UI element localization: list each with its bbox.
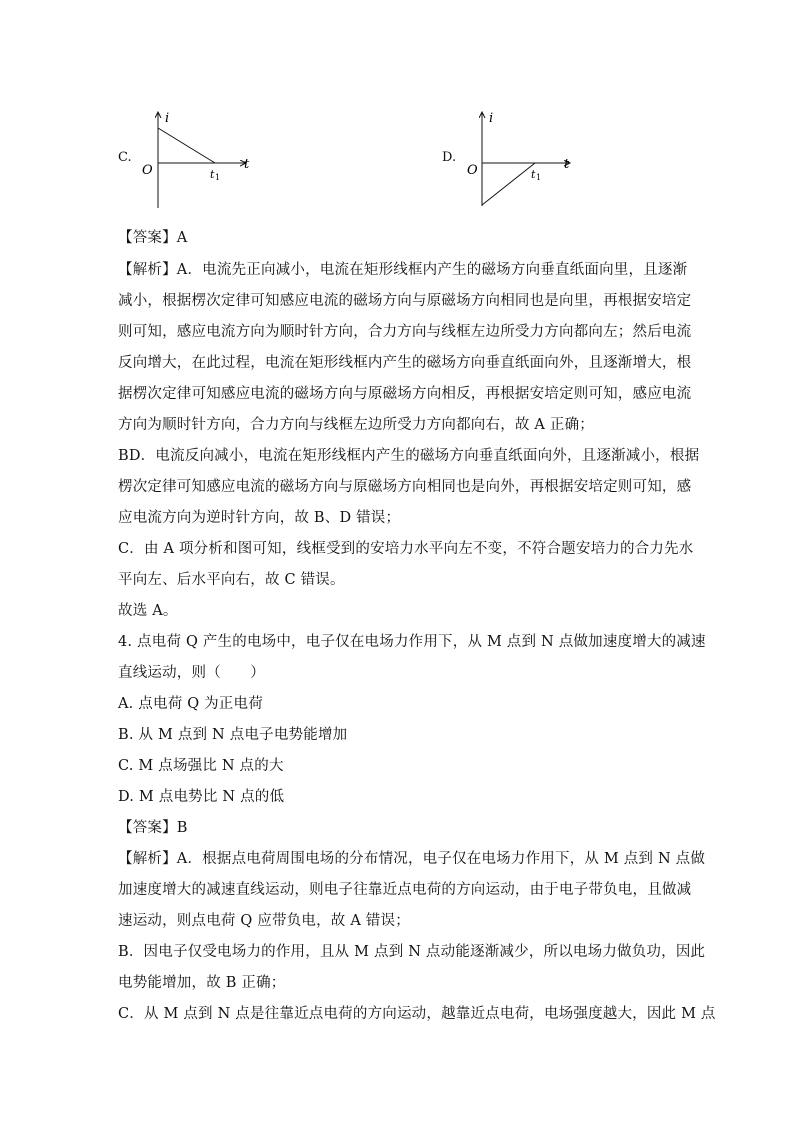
analysis-3-line-8: 楞次定律可知感应电流的磁场方向与原磁场方向相同也是向外，再根据安培定则可知，感: [118, 479, 692, 495]
analysis-3-line-3: 则可知，感应电流方向为顺时针方向，合力方向与线框左边所受力方向都向左；然后电流: [118, 324, 692, 340]
analysis-3-line-2: 减小，根据楞次定律可知感应电流的磁场方向与原磁场方向相同也是向里，再根据安培定: [118, 293, 692, 309]
analysis-3-line-9: 应电流方向为逆时针方向，故 B、D 错误；: [118, 510, 401, 526]
question-4-line-1: 4. 点电荷 Q 产生的电场中，电子仅在电场力作用下，从 M 点到 N 点做加速度增大的减速: [118, 634, 706, 650]
option-a: A. 点电荷 Q 为正电荷: [118, 696, 263, 712]
analysis-4-line-5: 电势能增加，故 B 正确；: [118, 975, 286, 991]
figure-c-graph: [118, 108, 268, 213]
figure-c-label: C.: [118, 150, 132, 165]
analysis-3-line-10: C．由 A 项分析和图可知，线框受到的安培力水平向左不变，不符合题安培力的合力先水: [118, 541, 694, 557]
figure-c-t-label: t: [244, 157, 250, 172]
analysis-3-line-11: 平向左、后水平向右，故 C 错误。: [118, 572, 345, 588]
figure-c-origin-label: O: [142, 163, 153, 178]
figure-d-tick-label: t: [531, 168, 536, 181]
analysis-4-line-2: 加速度增大的减速直线运动，则电子往靠近点电荷的方向运动，由于电子带负电，且做减: [118, 882, 692, 898]
analysis-4-line-1: 【解析】A．根据点电荷周围电场的分布情况，电子仅在电场力作用下，从 M 点到 N 点做: [118, 851, 706, 867]
figure-d-label: D.: [442, 150, 457, 165]
figure-d-i-label: i: [489, 111, 494, 126]
option-c: C. M 点场强比 N 点的大: [118, 758, 284, 774]
analysis-3-line-7: BD．电流反向减小，电流在矩形线框内产生的磁场方向垂直纸面向外，且逐渐减小，根据: [118, 448, 700, 464]
analysis-4-line-3: 速运动，则点电荷 Q 应带负电，故 A 错误；: [118, 913, 410, 929]
analysis-3-line-5: 据楞次定律可知感应电流的磁场方向与原磁场方向相反，再根据安培定则可知，感应电流: [118, 386, 692, 402]
conclusion-3: 故选 A。: [118, 603, 178, 619]
figure-d-origin-label: O: [467, 163, 478, 178]
analysis-3-line-4: 反向增大，在此过程，电流在矩形线框内产生的磁场方向垂直纸面向外，且逐渐增大，根: [118, 355, 692, 371]
analysis-3-line-6: 方向为顺时针方向，合力方向与线框左边所受力方向都向右，故 A 正确；: [118, 417, 594, 433]
figure-c-i-label: i: [165, 111, 170, 126]
figure-c-current-line: [158, 128, 215, 163]
figure-d-tick-sub: 1: [536, 173, 542, 182]
analysis-4-line-4: B．因电子仅受电场力的作用，且从 M 点到 N 点动能逐渐减少，所以电场力做负功，因此: [118, 944, 706, 960]
figure-d-graph: [442, 108, 592, 213]
figure-c-tick-sub: 1: [215, 173, 221, 182]
analysis-4-line-6: C．从 M 点到 N 点是往靠近点电荷的方向运动，越靠近点电荷，电场强度越大，因此 M 点: [118, 1006, 716, 1022]
figure-d-current-line: [482, 163, 535, 205]
question-4-line-2: 直线运动，则（ ）: [118, 665, 265, 681]
analysis-3-line-1: 【解析】A．电流先正向减小，电流在矩形线框内产生的磁场方向垂直纸面向里，且逐渐: [118, 262, 688, 278]
figure-d: [442, 108, 592, 213]
figure-c: [118, 108, 268, 213]
answer-3: 【答案】A: [118, 230, 188, 246]
answer-4: 【答案】B: [118, 820, 188, 836]
option-d: D. M 点电势比 N 点的低: [118, 789, 285, 805]
option-b: B. 从 M 点到 N 点电子电势能增加: [118, 727, 348, 743]
figure-d-t-label: t: [564, 157, 570, 172]
figure-c-tick-label: t: [210, 168, 215, 181]
